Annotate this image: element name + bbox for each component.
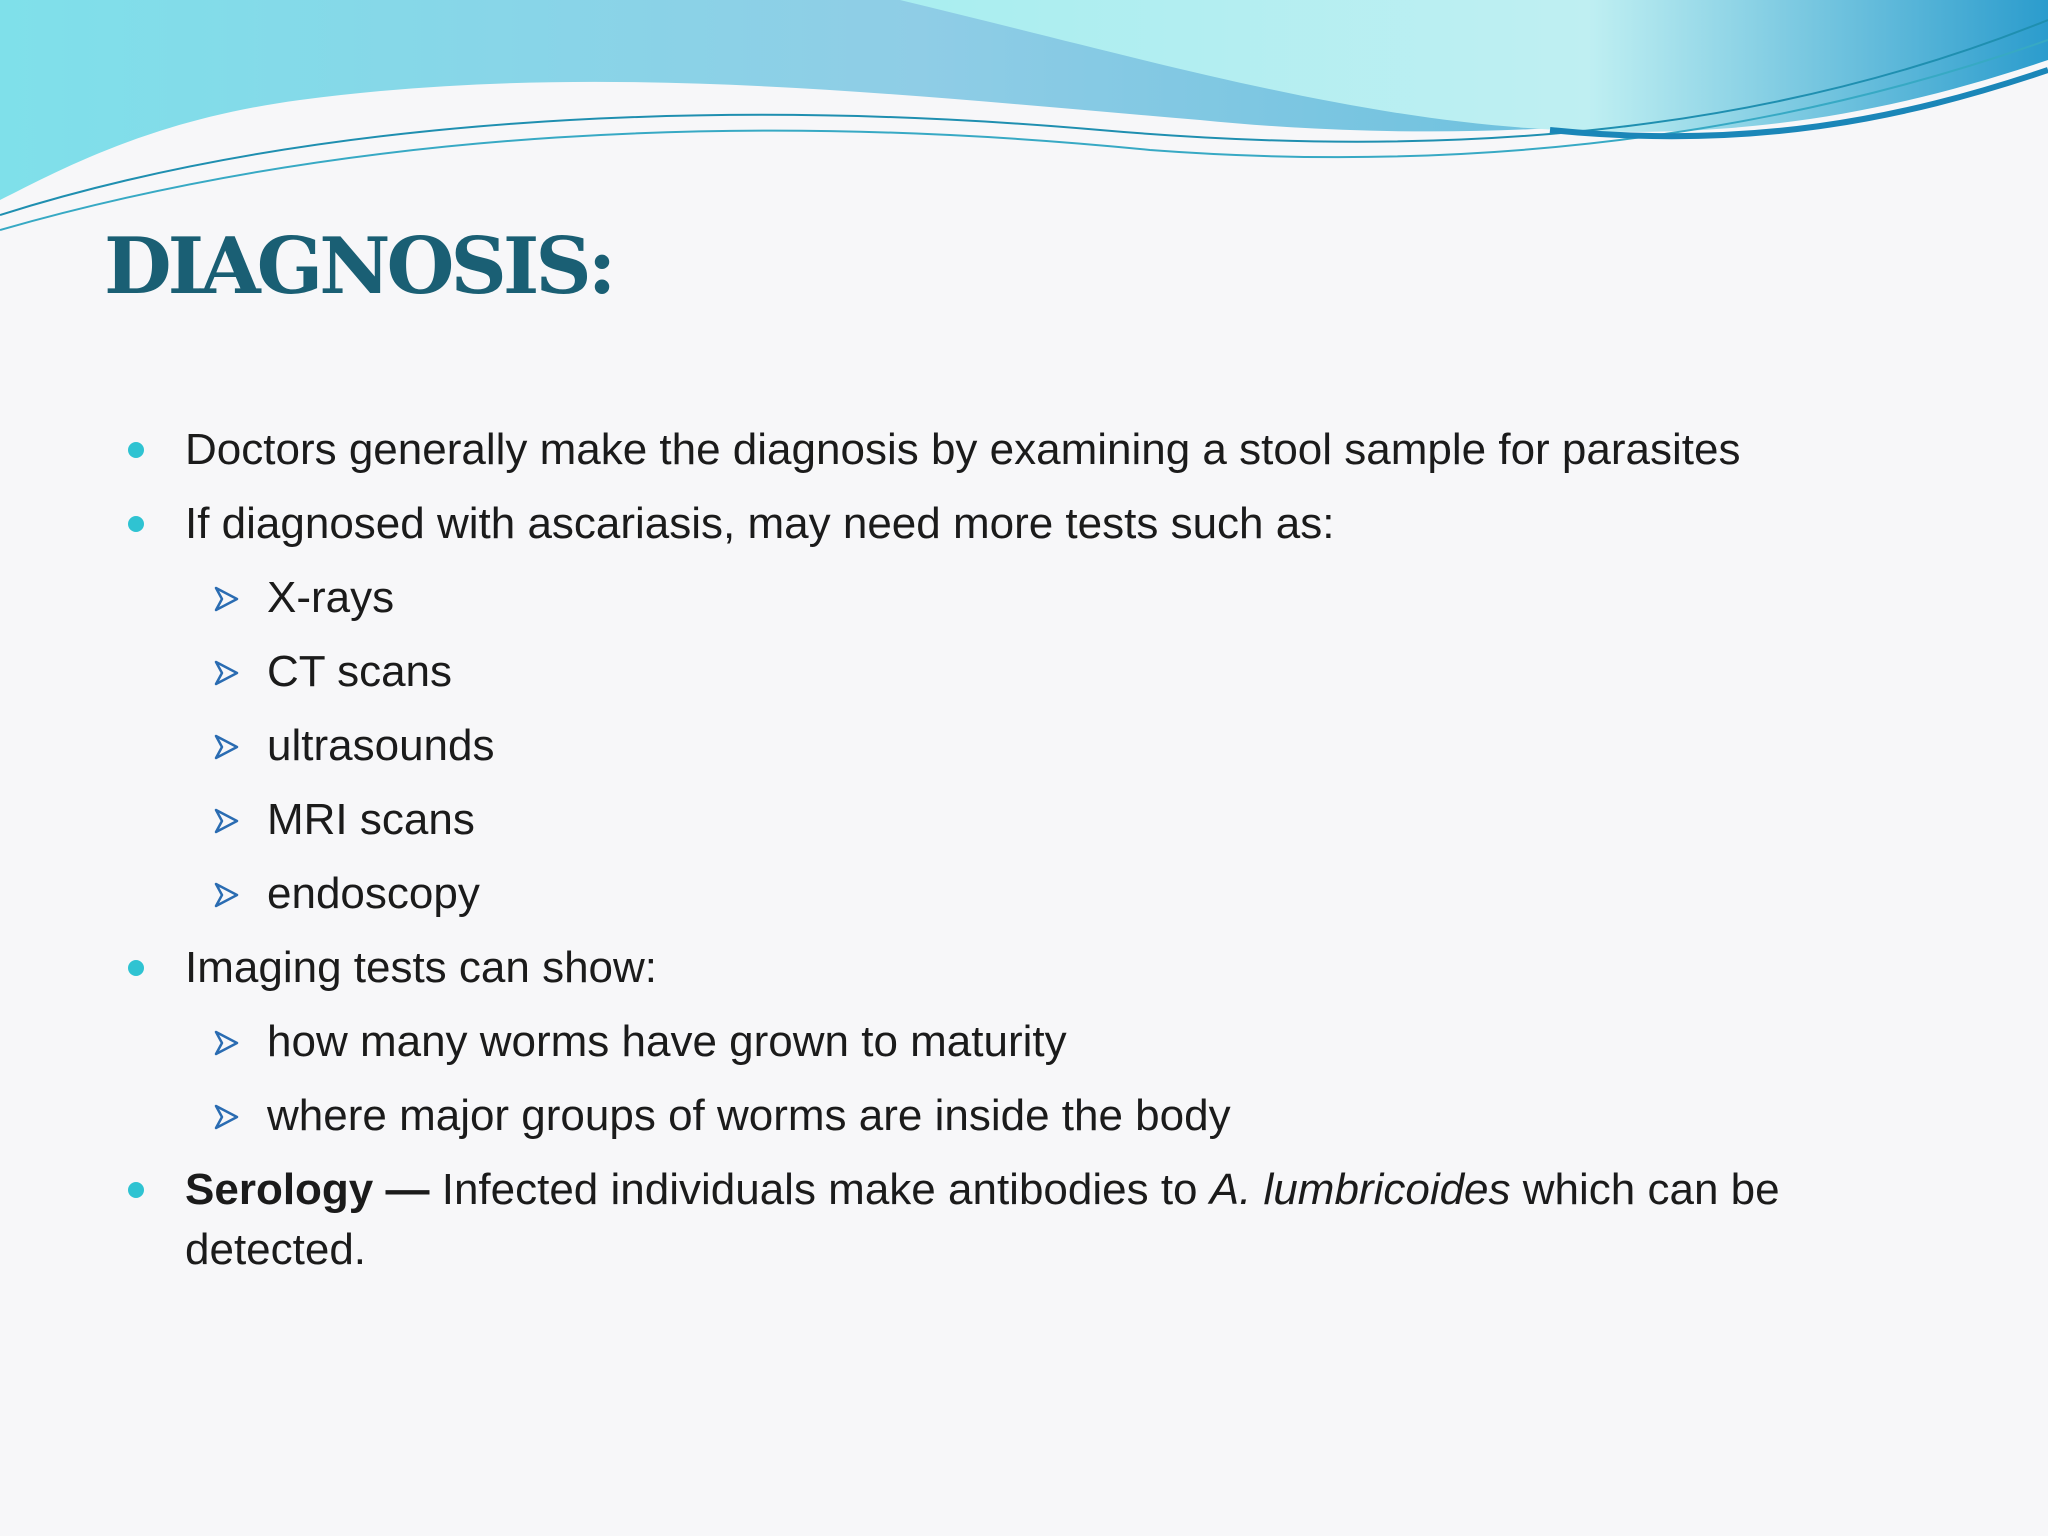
sub-bullet-text: where major groups of worms are inside the body — [267, 1091, 1231, 1140]
sub-bullet-item — [124, 1086, 1924, 1146]
bullet-item — [124, 420, 1924, 480]
sub-bullet-text: CT scans — [267, 647, 453, 696]
sub-bullet-item — [124, 568, 1924, 628]
arrow-bullet-icon — [212, 733, 240, 761]
sub-bullet-item — [124, 642, 1924, 702]
bullet-list — [124, 420, 1924, 1294]
bullet-dot-icon — [128, 1182, 144, 1198]
wave-header-decoration — [0, 0, 2048, 240]
bullet-dot-icon — [128, 960, 144, 976]
bullet-item — [124, 938, 1924, 998]
sub-bullet-text: endoscopy — [267, 869, 480, 918]
sub-bullet-item — [124, 1012, 1924, 1072]
slide-title: DIAGNOSIS: — [104, 221, 613, 312]
serology-text-before: Infected individuals make antibodies to — [429, 1165, 1210, 1214]
serology-text — [185, 1165, 1780, 1274]
sub-bullet-text: how many worms have grown to maturity — [267, 1017, 1067, 1066]
arrow-bullet-icon — [212, 585, 240, 613]
bullet-item — [124, 494, 1924, 554]
organism-name: A. lumbricoides — [1209, 1165, 1511, 1214]
arrow-bullet-icon — [212, 1103, 240, 1131]
arrow-bullet-icon — [212, 659, 240, 687]
serology-text-after: which can be detected. — [185, 1165, 1780, 1274]
sub-bullet-text: ultrasounds — [267, 721, 495, 770]
bullet-text: Imaging tests can show: — [185, 943, 658, 992]
sub-bullet-text: MRI scans — [267, 795, 475, 844]
arrow-bullet-icon — [212, 1029, 240, 1057]
sub-bullet-item — [124, 790, 1924, 850]
bullet-dot-icon — [128, 516, 144, 532]
bullet-item-serology — [124, 1160, 1924, 1280]
sub-bullet-item — [124, 716, 1924, 776]
sub-bullet-item — [124, 864, 1924, 924]
bullet-dot-icon — [128, 442, 144, 458]
bullet-text: If diagnosed with ascariasis, may need more tests such as: — [185, 499, 1335, 548]
sub-bullet-text: X-rays — [267, 573, 395, 622]
serology-term: Serology — — [185, 1165, 430, 1214]
arrow-bullet-icon — [212, 807, 240, 835]
bullet-text: Doctors generally make the diagnosis by examining a stool sample for parasites — [185, 425, 1741, 474]
arrow-bullet-icon — [212, 881, 240, 909]
